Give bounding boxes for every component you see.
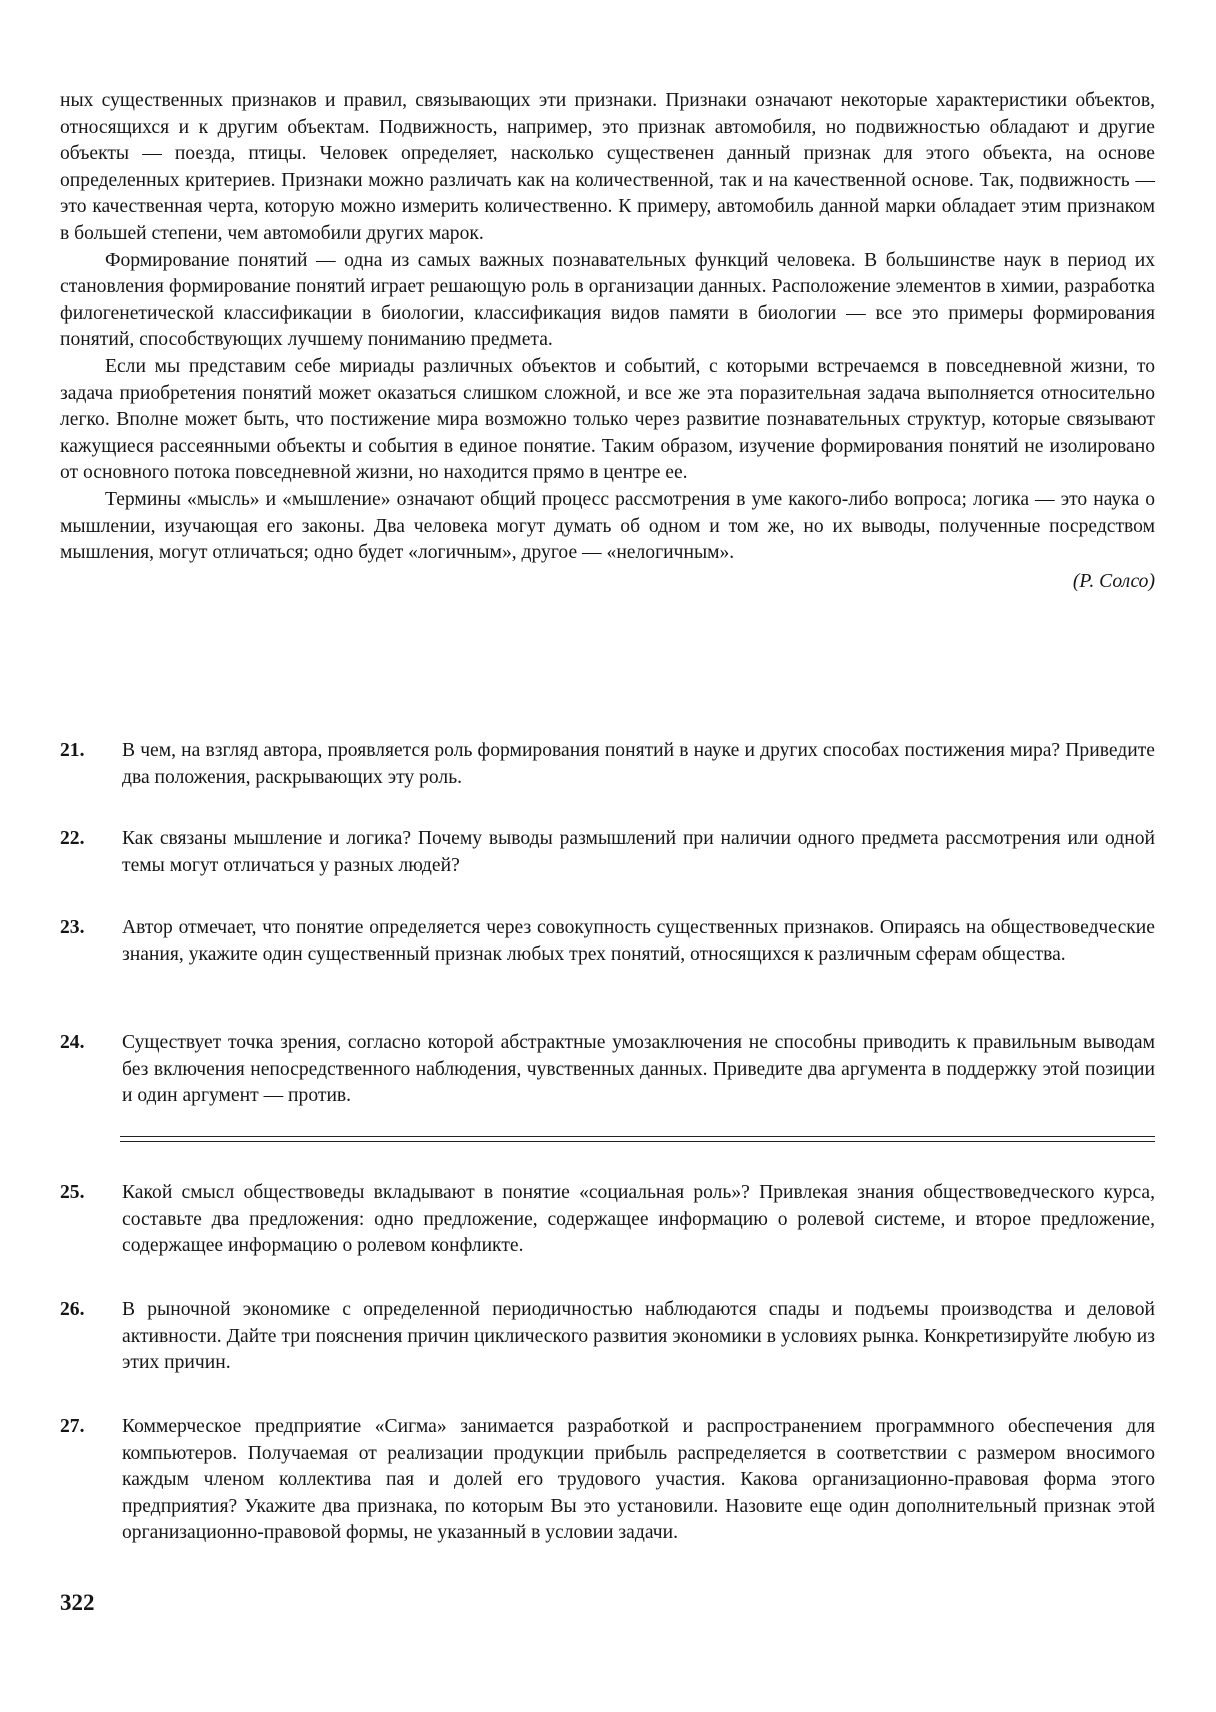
passage-paragraph-4: Термины «мысль» и «мышление» означают общий процесс рассмотрения в уме какого-либо вопроса; логика — это наука о мышлении, изучающая его законы. Два человека могут думать об одном и том же, но их выводы, полученные посредством мышления, могут отличаться; одно будет «логичным», другое — «нелогичным». (60, 488, 1155, 564)
question-text: Коммерческое предприятие «Сигма» занимается разработкой и распространением программного обеспечения для компьютеров. Получаемая от реализации продукции прибыль распределяется в соответствии с размером вносимого каждым членом коллектива пая и долей его трудового участия. Какова организационно-правовая форма этого предприятия? Укажите два признака, по которым Вы это установили. Назовите еще один дополнительный признак этой организационно-правовой формы, не указанный в условии задачи. (122, 1416, 1155, 1544)
question-number: 23. (60, 917, 85, 938)
question-22 (60, 826, 1155, 879)
question-number: 25. (60, 1182, 85, 1203)
question-number: 27. (60, 1416, 85, 1437)
question-number: 26. (60, 1299, 85, 1320)
page-number: 322 (60, 1590, 95, 1615)
question-27 (60, 1414, 1155, 1547)
question-text: В рыночной экономике с определенной периодичностью наблюдаются спады и подъемы производства и деловой активности. Дайте три пояснения причин циклического развития экономики в условиях рынка. Конкретизируйте любую из этих причин. (122, 1299, 1155, 1374)
question-text: Какой смысл обществоведы вкладывают в понятие «социальная роль»? Привлекая знания обществоведческого курса, составьте два предложения: одно предложение, содержащее информацию о ролевой системе, и второе предложение, содержащее информацию о ролевом конфликте. (122, 1182, 1155, 1257)
passage-attribution: (Р. Солсо) (1072, 570, 1155, 592)
question-number: 21. (60, 740, 85, 761)
passage-paragraph-1: ных существенных признаков и правил, связывающих эти признаки. Признаки означают некоторые характеристики объектов, относящихся и к другим объектам. Подвижность, например, это признак автомобиля, но подвижностью обладают и другие объекты — поезда, птицы. Человек определяет, насколько существенен данный признак для этого объекта, на основе определенных критериев. Признаки можно различать как на количественной, так и на качественной основе. Так, подвижность — это качественная черта, которую можно измерить количественно. К примеру, автомобиль данной марки обладает этим признаком в большей степени, чем автомобили других марок. (60, 90, 1155, 244)
reading-passage (60, 88, 1155, 595)
question-25 (60, 1180, 1155, 1260)
question-number: 24. (60, 1032, 85, 1053)
question-23 (60, 915, 1155, 968)
question-text: Как связаны мышление и логика? Почему выводы размышлений при наличии одного предмета рассмотрения или одной темы могут отличаться у разных людей? (122, 828, 1155, 876)
question-26 (60, 1297, 1155, 1377)
passage-paragraph-3: Если мы представим себе мириады различных объектов и событий, с которыми встречаемся в повседневной жизни, то задача приобретения понятий может оказаться слишком сложной, и все же эта поразительная задача выполняется относительно легко. Вполне может быть, что постижение мира возможно только через развитие познавательных структур, которые связывают кажущиеся рассеянными объекты и события в единое понятие. Таким образом, изучение формирования понятий не изолировано от основного потока повседневной жизни, но находится прямо в центре ее. (60, 355, 1155, 484)
section-divider (120, 1136, 1155, 1137)
section-divider (120, 1141, 1155, 1142)
passage-paragraph-2: Формирование понятий — одна из самых важных познавательных функций человека. В большинстве наук в период их становления формирование понятий играет решающую роль в организации данных. Расположение элементов в химии, разработка филогенетической классификации в биологии, классификация видов памяти в биологии — все это примеры формирования понятий, способствующих лучшему пониманию предмета. (60, 249, 1155, 351)
question-21 (60, 738, 1155, 791)
question-text: Существует точка зрения, согласно которой абстрактные умозаключения не способны приводить к правильным выводам без включения непосредственного наблюдения, чувственных данных. Приведите два аргумента в поддержку этой позиции и один аргумент — против. (122, 1032, 1155, 1107)
question-24 (60, 1030, 1155, 1110)
question-number: 22. (60, 828, 85, 849)
question-text: В чем, на взгляд автора, проявляется роль формирования понятий в науке и других способах постижения мира? Приведите два положения, раскрывающих эту роль. (122, 740, 1155, 788)
question-text: Автор отмечает, что понятие определяется через совокупность существенных признаков. Опираясь на обществоведческие знания, укажите один существенный признак любых трех понятий, относящихся к различным сферам общества. (122, 917, 1155, 965)
